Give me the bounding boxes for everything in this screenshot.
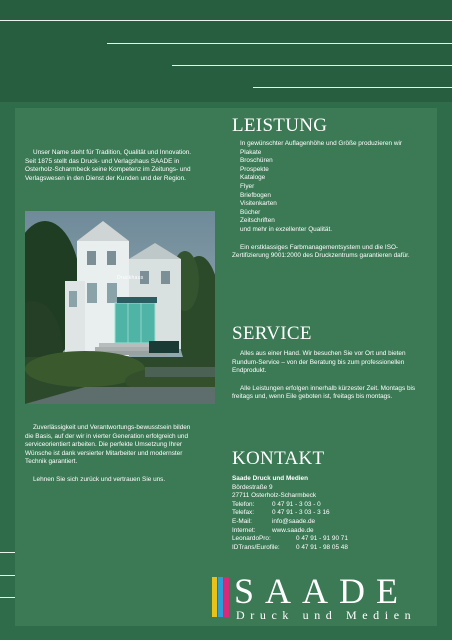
leistung-intro: In gewünschter Auflagenhöhe und Größe produzieren wir	[240, 140, 402, 147]
decorative-line	[107, 43, 452, 44]
contact-row	[232, 518, 432, 527]
contact-row	[232, 544, 432, 553]
list-item: Prospekte	[240, 165, 269, 173]
intro-paragraph	[25, 149, 195, 183]
contact-row	[232, 509, 432, 518]
logo-wordmark: SAADE	[234, 571, 410, 611]
kontakt-heading: KONTAKT	[232, 448, 325, 469]
logo-color-bars	[212, 577, 236, 617]
website-link[interactable]: www.saade.de	[272, 526, 314, 534]
contact-row	[232, 535, 432, 544]
contact-label: Telefax:	[232, 509, 255, 517]
logo-bar-magenta	[224, 577, 229, 617]
building-photo	[25, 211, 215, 404]
closing-text: Lehnen Sie sich zurück und vertrauen Sie uns.	[33, 475, 166, 483]
contact-row	[232, 527, 432, 536]
list-item: Zeitschriften	[240, 217, 275, 225]
logo-bar-blue	[218, 577, 223, 617]
service-text-1: Alles aus einer Hand. Wir besuchen Sie vor Ort und bieten Rundum-Service – von der Beratung bis zum professionellen Endprodukt.	[232, 350, 406, 375]
contact-row	[232, 501, 432, 510]
contact-label: LeonardoPro:	[232, 535, 271, 543]
intro-text: Unser Name steht für Tradition, Qualität und Innovation. Seit 1875 stellt das Druck- und Verlagshaus SAADE in Osterholz-Scharmbeck seine Kompetenz im Zeitungs- und Verlagswesen in den Dienst der Kunden und der Region.	[25, 149, 192, 182]
list-item: Plakate	[240, 148, 262, 156]
service-section	[232, 323, 432, 402]
contact-label: Telefon:	[232, 500, 255, 508]
leistung-list	[232, 149, 432, 235]
list-item: Broschüren	[240, 157, 273, 165]
service-heading: SERVICE	[232, 323, 312, 344]
service-text-2: Alle Leistungen erfolgen innerhalb kürzester Zeit. Montags bis freitags und, wenn Eile geboten ist, freitags bis montags.	[232, 384, 416, 401]
street-address: Bördestraße 9	[232, 483, 273, 491]
logo-bar-yellow	[212, 577, 217, 617]
decorative-line	[0, 20, 452, 21]
list-item: und mehr in exzellenter Qualität.	[240, 225, 333, 233]
list-item: Visitenkarten	[240, 200, 277, 208]
city-address: 27711 Osterholz-Scharmbeck	[232, 492, 317, 500]
decorative-line	[172, 65, 452, 66]
contact-value: 0 47 91 - 98 05 48	[296, 543, 348, 551]
contact-label: E-Mail:	[232, 517, 252, 525]
list-item: Briefbogen	[240, 191, 271, 199]
leistung-section	[232, 115, 432, 261]
contact-label: IDTrans/Eurofile:	[232, 543, 280, 551]
list-item: Kataloge	[240, 174, 266, 182]
email-link[interactable]: info@saade.de	[272, 517, 316, 525]
saade-logo	[212, 571, 437, 625]
list-item: Flyer	[240, 182, 255, 190]
leistung-note: Ein erstklassiges Farbmanagementsystem und die ISO-Zertifizierung 9001:2000 des Druckzentrums garantieren dafür.	[232, 243, 410, 260]
decorative-line	[253, 87, 452, 88]
contact-label: Internet:	[232, 526, 256, 534]
values-paragraphs	[25, 424, 195, 484]
company-name: Saade Druck und Medien	[232, 475, 308, 482]
contact-value: 0 47 91 - 3 03 - 0	[272, 500, 321, 508]
values-text: Zuverlässigkeit und Verantwortungs-bewusstsein bilden die Basis, auf der wir in vierter Generation erfolgreich und serviceorientiert arbeiten. Die perfekte Umsetzung Ihrer Wünsche ist dank versierter Mitarbeiter und modernster Technik garantiert.	[25, 424, 191, 466]
building-sign-text: Druckhaus	[117, 275, 144, 281]
contact-value: 0 47 91 - 3 03 - 3 16	[272, 509, 330, 517]
logo-tagline: Druck und Medien	[236, 608, 417, 622]
list-item: Bücher	[240, 208, 261, 216]
kontakt-section	[232, 448, 432, 552]
contact-value: 0 47 91 - 91 90 71	[296, 535, 348, 543]
leistung-heading: LEISTUNG	[232, 115, 328, 136]
